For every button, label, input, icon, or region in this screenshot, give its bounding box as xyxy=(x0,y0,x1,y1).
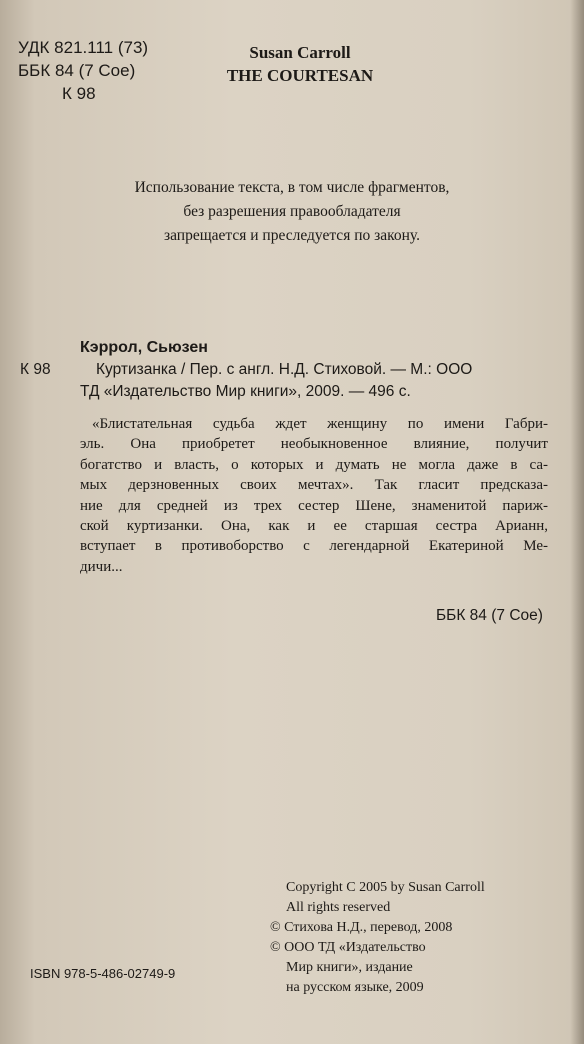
notice-line-2: без разрешения правообладателя xyxy=(183,203,401,220)
notice-line-1: Использование текста, в том числе фрагментов, xyxy=(134,179,450,196)
annotation xyxy=(80,414,548,577)
annotation-line: эль. Она приобретет необыкновенное влияние, получит xyxy=(80,436,548,453)
copyright-line: © ООО ТД «Издательство xyxy=(270,940,426,955)
copyright-line: All rights reserved xyxy=(286,900,391,915)
original-author: Susan Carroll xyxy=(249,43,351,62)
copyright-line: на русском языке, 2009 xyxy=(286,980,424,995)
annotation-line: ние для средней из трех сестер Шене, знаменитой париж- xyxy=(80,497,548,514)
annotation-line: вступает в противоборство с легендарной Екатериной Ме- xyxy=(80,538,548,555)
annotation-line: богатство и власть, о которых и думать не могла даже в са- xyxy=(80,456,548,473)
annotation-line: мых дерзновенных своих мечтах». Так гласит предсказа- xyxy=(80,477,548,494)
notice-line-3: запрещается и преследуется по закону. xyxy=(164,227,420,244)
annotation-line: «Блистательная судьба ждет женщину по имени Габри- xyxy=(92,416,548,432)
catalog-entry-line-1: Куртизанка / Пер. с англ. Н.Д. Стиховой. — М.: ООО xyxy=(96,361,473,378)
catalog-mark: К 98 xyxy=(20,361,51,378)
udk-code: УДК 821.111 (73) xyxy=(18,38,149,57)
original-title: THE COURTESAN xyxy=(226,66,374,85)
copyright-line: Мир книги», издание xyxy=(286,960,413,975)
author-mark: К 98 xyxy=(62,84,96,103)
annotation-line: дичи... xyxy=(80,558,123,575)
isbn: ISBN 978-5-486-02749-9 xyxy=(30,966,176,981)
copyright-line: © Стихова Н.Д., перевод, 2008 xyxy=(270,920,453,935)
catalog-author: Кэррол, Сьюзен xyxy=(80,339,208,356)
annotation-line: ской куртизанки. Она, как и ее старшая сестра Арианн, xyxy=(80,517,548,534)
catalog-entry-line-2: ТД «Издательство Мир книги», 2009. — 496 с. xyxy=(80,383,411,400)
catalog-bbk: ББК 84 (7 Сое) xyxy=(436,607,543,624)
bbk-code: ББК 84 (7 Сое) xyxy=(18,61,136,80)
copyright-line: Copyright С 2005 by Susan Carroll xyxy=(286,880,485,895)
